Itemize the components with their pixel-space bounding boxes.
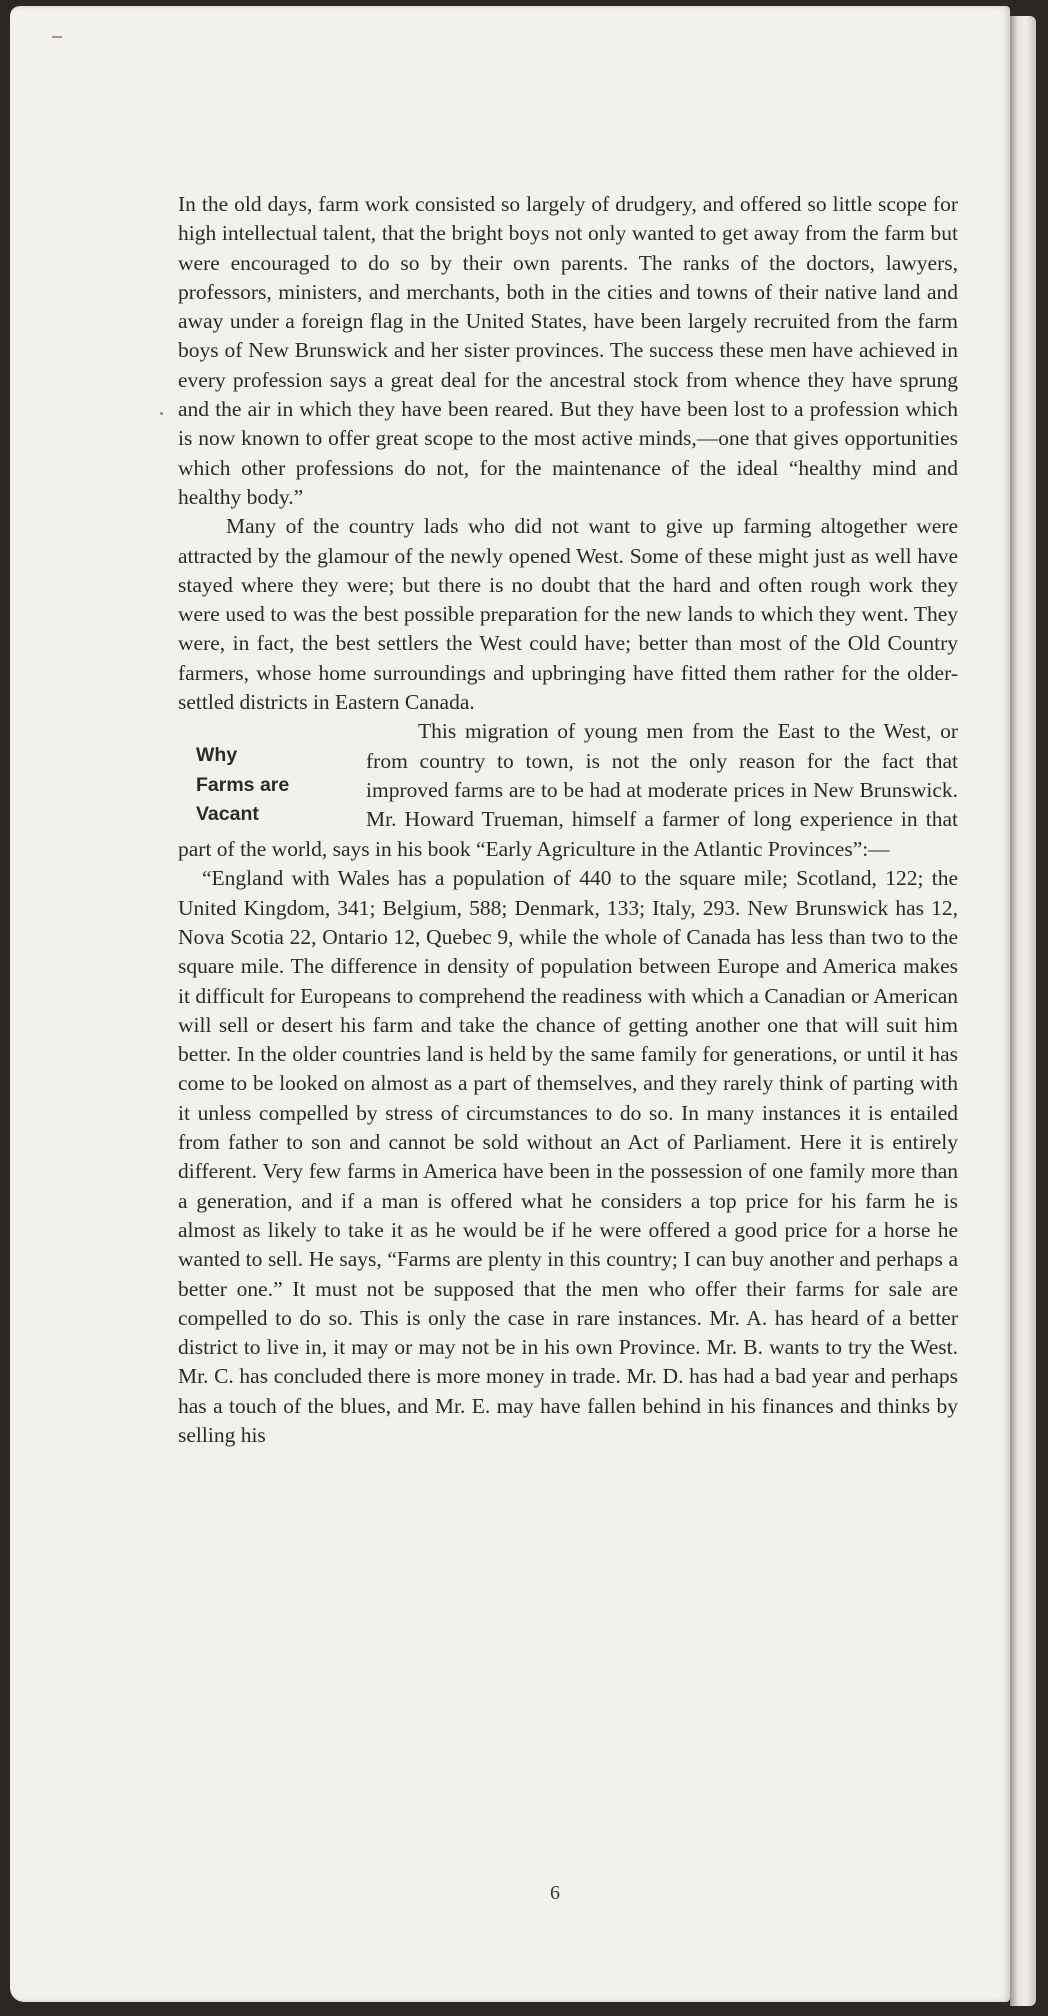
paragraph-3: This migration of young men from the East to the West, or from country to town, is not the only reason for the fact that improved farms are to be had at moderate prices in New Brunswick. Mr. Howard Trueman, himself a farmer of long experience in that part of the world, says in his book “Early Agriculture in the Atlantic Provinces”:—	[178, 719, 958, 861]
page-fold	[1010, 16, 1036, 2006]
sidenote-heading	[196, 741, 354, 830]
paragraph-1: In the old days, farm work consisted so largely of drudgery, and offered so little scope for high intellectual talent, that the bright boys not only wanted to get away from the farm but were encouraged to do so by their own parents. The ranks of the doctors, lawyers, professors, ministers, and merchants, both in the cities and towns of their native land and away under a foreign flag in the United States, have been largely recruited from the farm boys of New Brunswick and her sister provinces. The success these men have achieved in every profession says a great deal for the ancestral stock from whence they have sprung and the air in which they have been reared. But they have been lost to a profession which is now known to offer great scope to the most active minds,—one that gives opportunities which other professions do not, for the maintenance of the ideal “healthy mind and healthy body.”	[178, 192, 958, 509]
sidenote-line-1: Why	[196, 744, 238, 767]
section-block	[178, 717, 958, 864]
quote-paragraph: “England with Wales has a population of 440 to the square mile; Scotland, 122; the United Kingdom, 341; Belgium, 588; Denmark, 133; Italy, 293. New Brunswick has 12, Nova Scotia 22, Ontario 12, Quebec 9, while the whole of Canada has less than two to the square mile. The difference in density of population between Europe and America makes it difficult for Europeans to comprehend the readiness with which a Canadian or American will sell or desert his farm and take the chance of getting another one that will suit him better. In the older countries land is held by the same family for generations, or until it has come to be looked on almost as a part of themselves, and they rarely think of parting with it unless compelled by stress of circumstances to do so. In many instances it is entailed from father to son and cannot be sold without an Act of Parliament. Here it is entirely different. Very few farms in America have been in the possession of one family more than a generation, and if a man is offered what he considers a top price for his farm he is almost as likely to take it as he would be if he were offered a good price for a horse he wanted to sell. He says, “Farms are plenty in this country; I can buy another and perhaps a better one.” It must not be supposed that the men who offer their farms for sale are compelled to do so. This is only the case in rare instances. Mr. A. has heard of a better district to live in, it may or may not be in his own Province. Mr. B. wants to try the West. Mr. C. has concluded there is more money in trade. Mr. D. has had a bad year and perhaps has a touch of the blues, and Mr. E. may have fallen behind in his finances and thinks by selling his	[178, 866, 958, 1447]
book-page	[10, 6, 1010, 2002]
sidenote-line-3: Vacant	[196, 803, 259, 826]
paragraph-2: Many of the country lads who did not want to give up farming altogether were attracted by the glamour of the newly opened West. Some of these might just as well have stayed where they were; but there is no doubt that the hard and often rough work they were used to was the best possible preparation for the new lands to which they went. They were, in fact, the best settlers the West could have; better than most of the Old Country farmers, whose home surroundings and upbringing have fitted them rather for the older-settled districts in Eastern Canada.	[178, 514, 958, 715]
page-number: 6	[550, 1882, 560, 1904]
sidenote-line-2: Farms are	[196, 773, 290, 796]
scan-mark	[52, 36, 62, 38]
body-text	[178, 190, 958, 1450]
scan-dot	[160, 412, 163, 415]
